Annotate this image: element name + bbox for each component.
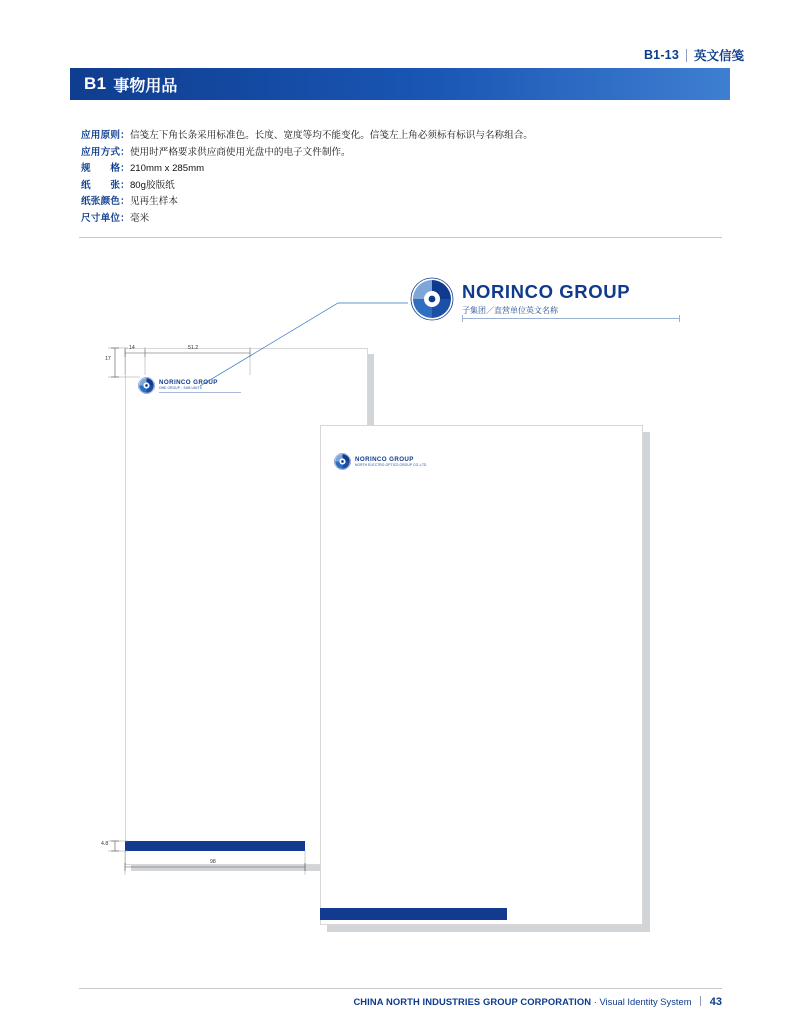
dimension-label-51-2: 51.2 bbox=[188, 345, 199, 351]
spec-value: 210mm x 285mm bbox=[129, 163, 205, 174]
bottom-divider-rule bbox=[79, 988, 722, 989]
footer-page-number: 43 bbox=[709, 996, 722, 1008]
dimension-label-17: 17 bbox=[105, 356, 111, 362]
dimension-label-14: 14 bbox=[129, 345, 135, 351]
footer-corporation: CHINA NORTH INDUSTRIES GROUP CORPORATION bbox=[353, 996, 592, 1007]
logo-wordmark: NORINCO GROUP bbox=[159, 378, 218, 386]
section-name-label: 事物用品 bbox=[113, 77, 178, 95]
spec-value: 80g胶版纸 bbox=[129, 179, 175, 191]
top-divider-rule bbox=[79, 237, 722, 238]
logo-subline: NORTH ELECTRO-OPTICS GROUP CO.,LTD bbox=[355, 462, 427, 467]
spec-value: 使用时严格要求供应商使用光盘中的电子文件制作。 bbox=[129, 146, 351, 158]
spec-value: 信笺左下角长条采用标准色。长度、宽度等均不能变化。信笺左上角必须标有标识与名称组合。 bbox=[129, 130, 533, 141]
spec-label: 尺寸单位： bbox=[81, 212, 130, 224]
spec-label: 纸 张： bbox=[81, 179, 130, 191]
artboard bbox=[70, 255, 730, 955]
page-footer bbox=[79, 996, 722, 1008]
footer-system: · Visual Identity System bbox=[593, 996, 692, 1007]
logo-wordmark: NORINCO GROUP bbox=[355, 455, 414, 463]
spec-value: 毫米 bbox=[129, 212, 150, 224]
spec-row bbox=[81, 128, 721, 145]
header-section-code: B1-13 bbox=[643, 48, 679, 62]
specification-list bbox=[81, 128, 721, 227]
page-header bbox=[0, 44, 800, 66]
section-code-label: B1 bbox=[84, 74, 107, 93]
spec-row bbox=[81, 211, 721, 228]
spec-label: 应用原则： bbox=[81, 130, 130, 141]
dimension-label-98: 98 bbox=[210, 859, 216, 865]
spec-value: 见再生样本 bbox=[129, 196, 178, 207]
header-divider bbox=[686, 49, 687, 62]
logo-wordmark: NORINCO GROUP bbox=[462, 281, 631, 302]
spec-row bbox=[81, 145, 721, 162]
section-title-bar bbox=[70, 68, 730, 100]
spec-row bbox=[81, 178, 721, 195]
spec-label: 纸张颜色： bbox=[81, 196, 130, 207]
header-section-title: 英文信笺 bbox=[693, 49, 744, 63]
footer-divider bbox=[700, 996, 701, 1006]
logo-subline: 子集团／直营单位英文名称 bbox=[462, 306, 558, 315]
logo-subline: ONE GROUP／SUB UNITS bbox=[159, 385, 202, 390]
dimension-label-4-8: 4.8 bbox=[101, 841, 109, 847]
spec-row bbox=[81, 161, 721, 178]
spec-label: 应用方式： bbox=[81, 146, 130, 158]
spec-row bbox=[81, 194, 721, 211]
dimension-lines bbox=[70, 255, 730, 955]
spec-label: 规 格： bbox=[81, 163, 130, 174]
